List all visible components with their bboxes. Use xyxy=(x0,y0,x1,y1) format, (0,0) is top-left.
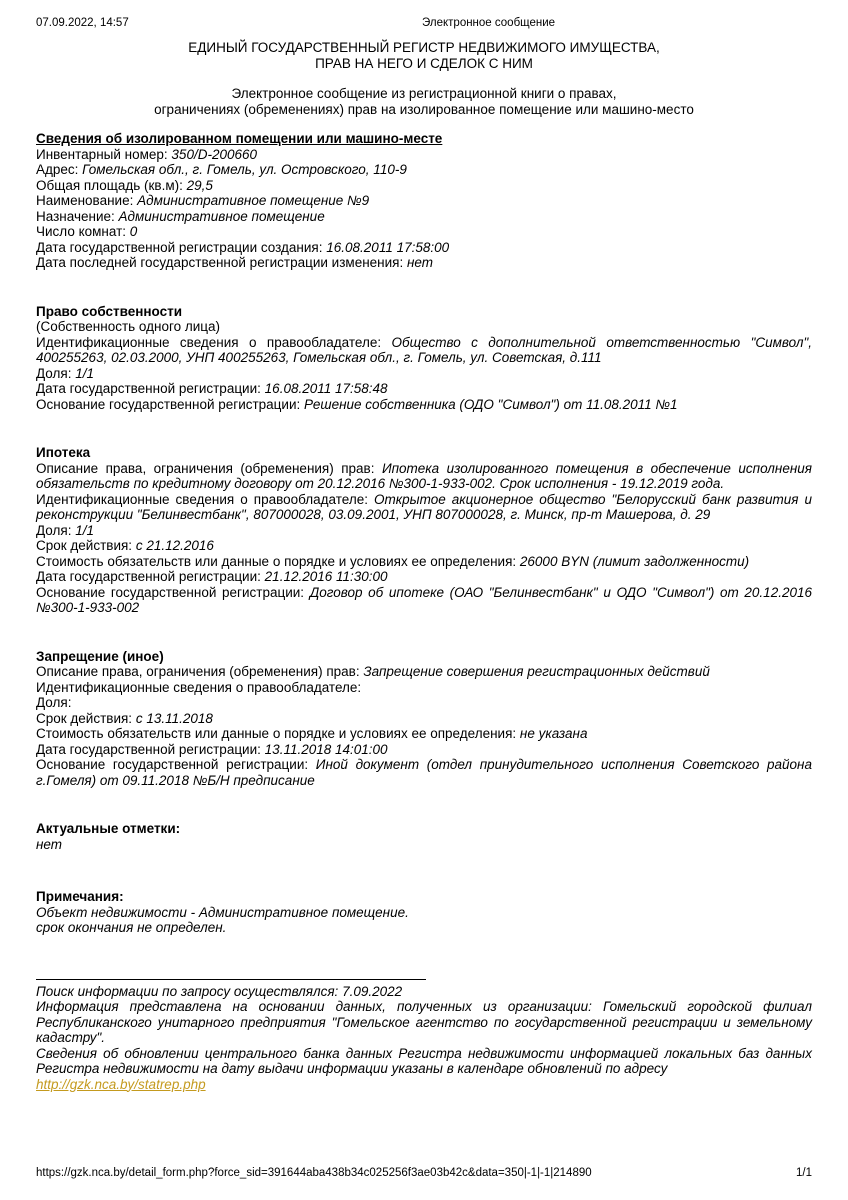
field-reg-basis xyxy=(36,397,812,413)
field-label: Инвентарный номер: xyxy=(36,146,168,162)
field-label: Дата государственной регистрации: xyxy=(36,569,261,584)
field-value: 1/1 xyxy=(75,365,94,381)
section-heading: Ипотека xyxy=(36,445,91,460)
field-label: Дата государственной регистрации создания: xyxy=(36,239,323,255)
field-obligation-value xyxy=(36,554,812,570)
field-label: Дата последней государственной регистрации изменения: xyxy=(36,255,404,270)
field-reg-basis xyxy=(36,585,812,616)
field-validity-period xyxy=(36,538,812,554)
field-rightholder-id xyxy=(36,335,812,366)
field-value: Решение собственника (ОДО "Символ") от 11.08.2011 №1 xyxy=(304,396,678,412)
field-label: Адрес: xyxy=(36,162,79,177)
field-reg-basis xyxy=(36,757,812,788)
field-right-description xyxy=(36,664,812,680)
field-value: 1/1 xyxy=(75,522,94,538)
field-label: Дата государственной регистрации: xyxy=(36,741,261,757)
field-note-term xyxy=(36,920,812,936)
field-value: 16.08.2011 17:58:00 xyxy=(326,239,450,255)
field-value: 29,5 xyxy=(186,177,213,193)
title-line-1: ЕДИНЫЙ ГОСУДАРСТВЕННЫЙ РЕГИСТР НЕДВИЖИМОГО ИМУЩЕСТВА, xyxy=(188,40,660,55)
statrep-link-line xyxy=(36,1077,812,1093)
field-value: нет xyxy=(36,836,63,852)
field-note-object xyxy=(36,905,812,921)
field-obligation-value xyxy=(36,726,812,742)
section-heading: Примечания: xyxy=(36,889,124,904)
field-total-area xyxy=(36,178,812,194)
field-label: Описание права, ограничения (обременения) прав: xyxy=(36,460,375,476)
field-right-description xyxy=(36,461,812,492)
field-label: Идентификационные сведения о правообладателе: xyxy=(36,679,362,695)
field-label: Стоимость обязательств или данные о порядке и условиях ее определения: xyxy=(36,553,517,569)
field-label: Срок действия: xyxy=(36,710,133,726)
field-label: Доля: xyxy=(36,522,72,538)
field-value: Общество с дополнительной ответственностью "Символ", 400255263, 02.03.2000, УНП 400255263, Гомельская обл., г. Гомель, ул. Советская, д.111 xyxy=(36,334,812,365)
field-label: Назначение: xyxy=(36,208,115,224)
field-value: 0 xyxy=(129,224,138,239)
section-premises-info xyxy=(36,131,812,271)
field-creation-reg-date xyxy=(36,240,812,256)
field-value: с 21.12.2016 xyxy=(135,538,214,553)
update-info-paragraph: Сведения об обновлении центрального банка данных Регистра недвижимости информацией локальных баз данных Регистра недвижимости на дату выдачи информации указаны в календаре обновлений по адресу xyxy=(36,1045,812,1076)
field-rightholder-id xyxy=(36,492,812,523)
field-label: Основание государственной регистрации: xyxy=(36,757,309,772)
info-source-paragraph: Информация представлена на основании данных, полученных из организации: Гомельский городской филиал Республиканского унитарного предприятия "Гомельское агентство по государственной регистрации и земельному кадастру". xyxy=(36,999,812,1045)
field-value: Запрещение совершения регистрационных действий xyxy=(363,664,710,679)
document-title xyxy=(36,40,812,71)
field-label: Срок действия: xyxy=(36,538,133,553)
field-inventory-number xyxy=(36,147,812,163)
section-actual-marks xyxy=(36,821,812,852)
statrep-link[interactable]: http://gzk.nca.by/statrep.php xyxy=(36,1076,206,1092)
field-rightholder-id xyxy=(36,680,812,696)
field-value: не указана xyxy=(519,726,588,741)
print-header xyxy=(36,17,812,30)
field-address xyxy=(36,162,812,178)
field-room-count xyxy=(36,224,812,240)
field-share xyxy=(36,523,812,539)
field-ownership-type xyxy=(36,319,812,335)
field-label: Основание государственной регистрации: xyxy=(36,584,305,600)
field-value: Открытое акционерное общество "Белорусский банк развития и реконструкции "Белинвестбанк", 807000028, 03.09.2001, УНП 807000028, г. Минск, пр-т Машерова, д. 29 xyxy=(36,491,812,522)
field-value: 13.11.2018 14:01:00 xyxy=(264,741,388,757)
field-label: Доля: xyxy=(36,365,72,381)
field-label: (Собственность одного лица) xyxy=(36,319,221,334)
field-value: 21.12.2016 11:30:00 xyxy=(264,569,388,584)
section-heading: Запрещение (иное) xyxy=(36,648,164,664)
section-heading: Право собственности xyxy=(36,303,183,319)
field-value: 350/D-200660 xyxy=(171,146,257,162)
field-value: срок окончания не определен. xyxy=(36,920,227,935)
field-value: Договор об ипотеке (ОАО "Белинвестбанк" и ОДО "Символ") от 20.12.2016 №300-1-933-002 xyxy=(36,584,812,615)
field-value: Ипотека изолированного помещения в обеспечение исполнения обязательств по кредитному договору от 20.12.2016 №300-1-933-002. Срок исполнения - 19.12.2019 года. xyxy=(36,460,812,491)
field-share xyxy=(36,366,812,382)
field-label: Описание права, ограничения (обременения) прав: xyxy=(36,664,360,679)
field-label: Дата государственной регистрации: xyxy=(36,381,261,396)
field-label: Наименование: xyxy=(36,193,134,208)
field-value: 16.08.2011 17:58:48 xyxy=(264,381,388,396)
field-share xyxy=(36,695,812,711)
document-subtitle xyxy=(36,86,812,117)
field-label: Идентификационные сведения о правообладателе: xyxy=(36,334,382,350)
field-value: Административное помещение №9 xyxy=(137,193,370,208)
field-label: Число комнат: xyxy=(36,224,127,239)
search-date-line: Поиск информации по запросу осуществлялся: 7.09.2022 xyxy=(36,983,403,999)
field-label: Идентификационные сведения о правообладателе: xyxy=(36,491,368,507)
section-notes xyxy=(36,889,812,936)
section-heading: Актуальные отметки: xyxy=(36,821,181,836)
field-label: Стоимость обязательств или данные о порядке и условиях ее определения: xyxy=(36,726,517,741)
field-reg-date xyxy=(36,381,812,397)
field-value: Административное помещение xyxy=(118,208,325,224)
subtitle-line-1: Электронное сообщение из регистрационной книги о правах, xyxy=(231,86,617,101)
field-reg-date xyxy=(36,742,812,758)
field-label: Общая площадь (кв.м): xyxy=(36,177,183,193)
field-label: Основание государственной регистрации: xyxy=(36,396,301,412)
field-value: Иной документ (отдел принудительного исполнения Советского района г.Гомеля) от 09.11.2018 №Б/Н предписание xyxy=(36,757,812,788)
title-line-2: ПРАВ НА НЕГО И СДЕЛОК С НИМ xyxy=(315,55,533,71)
field-value: 26000 BYN (лимит задолженности) xyxy=(519,553,750,569)
section-mortgage xyxy=(36,445,812,616)
print-doc-name: Электронное сообщение xyxy=(422,17,556,29)
field-purpose xyxy=(36,209,812,225)
section-heading: Сведения об изолированном помещении или машино-месте xyxy=(36,131,443,146)
field-name xyxy=(36,193,812,209)
print-footer xyxy=(36,1167,812,1180)
field-value: нет xyxy=(407,255,434,270)
field-label: Доля: xyxy=(36,695,72,710)
signature-divider xyxy=(36,979,426,980)
field-value: Гомельская обл., г. Гомель, ул. Островского, 110-9 xyxy=(82,162,407,177)
footer-info-block xyxy=(36,979,812,1093)
section-prohibition xyxy=(36,649,812,789)
field-last-change-reg-date xyxy=(36,255,812,271)
field-value: с 13.11.2018 xyxy=(135,710,213,726)
field-validity-period xyxy=(36,711,812,727)
print-datetime: 07.09.2022, 14:57 xyxy=(36,17,129,29)
field-actual-marks-value xyxy=(36,837,812,853)
subtitle-line-2: ограничениях (обременениях) прав на изолированное помещение или машино-место xyxy=(154,101,694,117)
print-url: https://gzk.nca.by/detail_form.php?force_sid=391644aba438b34c025256f3ae03b42c&data=350|-1|-1|214890 xyxy=(36,1167,592,1179)
field-value: Объект недвижимости - Административное помещение. xyxy=(36,904,409,920)
page-number: 1/1 xyxy=(796,1167,812,1179)
section-ownership xyxy=(36,304,812,413)
field-reg-date xyxy=(36,569,812,585)
